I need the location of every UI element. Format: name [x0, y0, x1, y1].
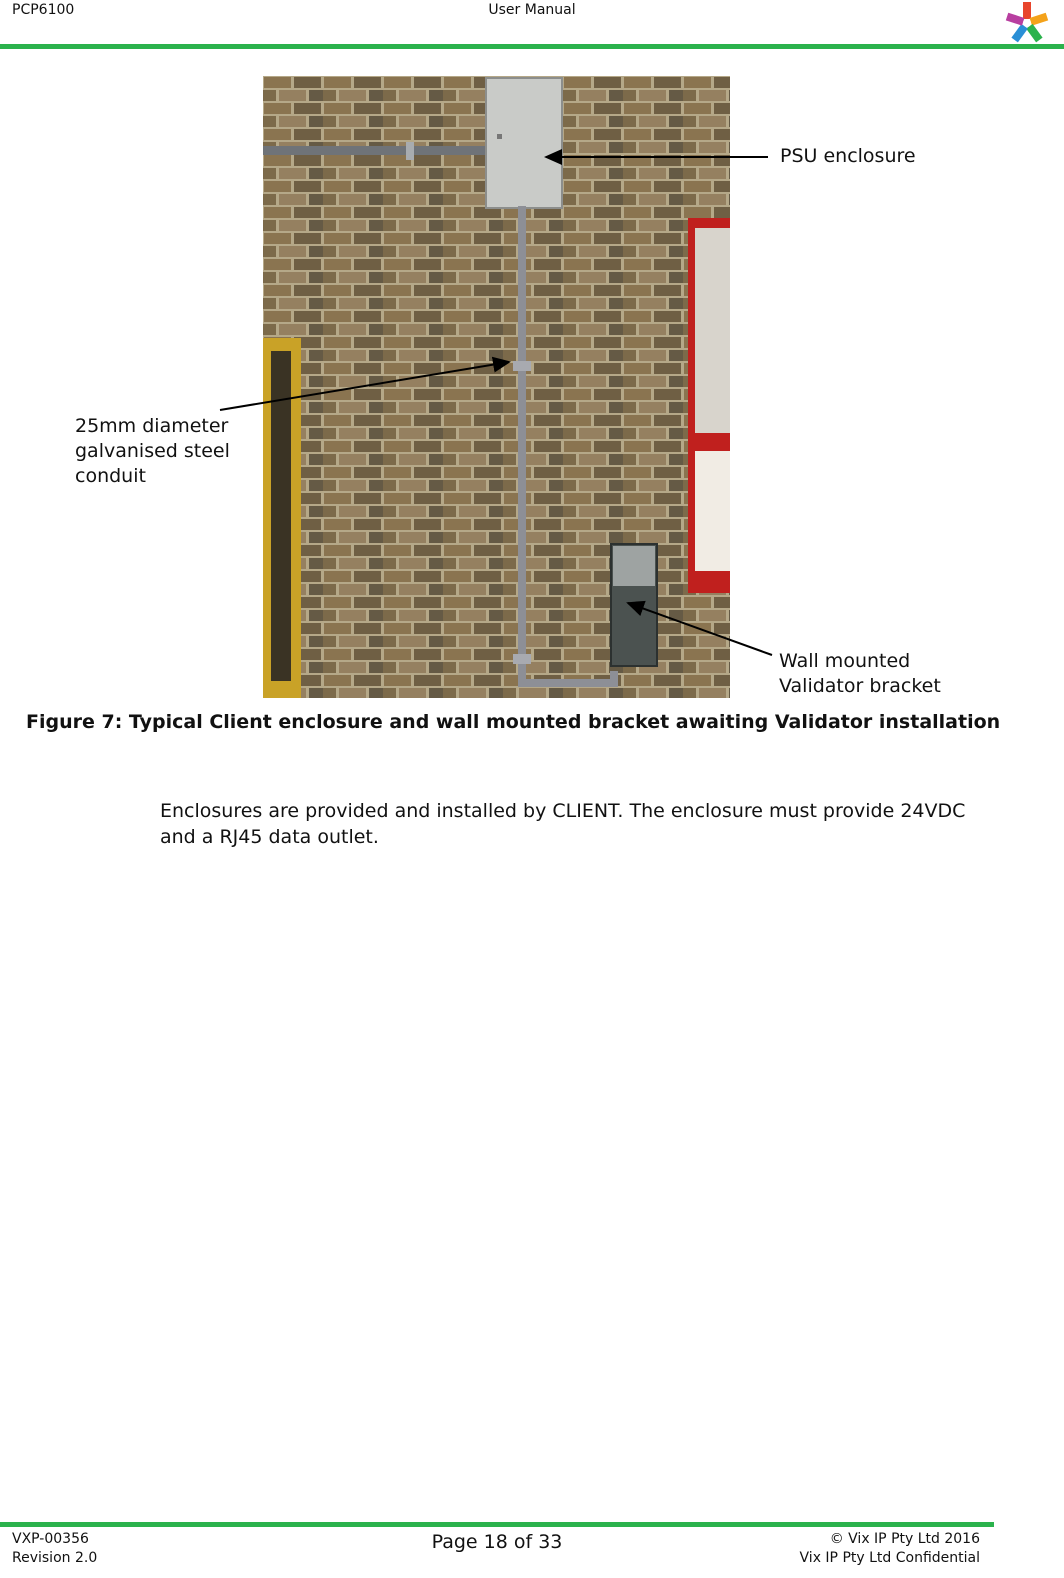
- footer-rule: [0, 1522, 994, 1527]
- header-manual-title: User Manual: [488, 2, 576, 18]
- bracket-label-line-2: Validator bracket: [779, 675, 941, 697]
- footer-revision: Revision 2.0: [12, 1550, 98, 1566]
- footer-confidential: Vix IP Pty Ltd Confidential: [799, 1550, 980, 1566]
- conduit-label-line-1: 25mm diameter: [75, 415, 229, 437]
- header-rule: [0, 44, 1064, 49]
- vix-star-logo-icon: [1004, 0, 1050, 46]
- footer-copyright: © Vix IP Pty Ltd 2016: [829, 1531, 980, 1547]
- conduit-label-line-3: conduit: [75, 465, 146, 487]
- figure-caption: Figure 7: Typical Client enclosure and wall mounted bracket awaiting Validator installation: [26, 711, 1001, 733]
- header-doc-title: PCP6100: [12, 2, 75, 18]
- psu-enclosure-label: PSU enclosure: [780, 145, 916, 167]
- footer-doc-id: VXP-00356: [12, 1531, 89, 1547]
- bracket-label-line-1: Wall mounted: [779, 650, 911, 672]
- enclosure-photo: [263, 76, 730, 698]
- conduit-label-line-2: galvanised steel: [75, 440, 230, 462]
- footer-page-number: Page 18 of 33: [431, 1531, 563, 1553]
- body-paragraph: Enclosures are provided and installed by CLIENT. The enclosure must provide 24VDC and a RJ45 data outlet.: [160, 800, 966, 848]
